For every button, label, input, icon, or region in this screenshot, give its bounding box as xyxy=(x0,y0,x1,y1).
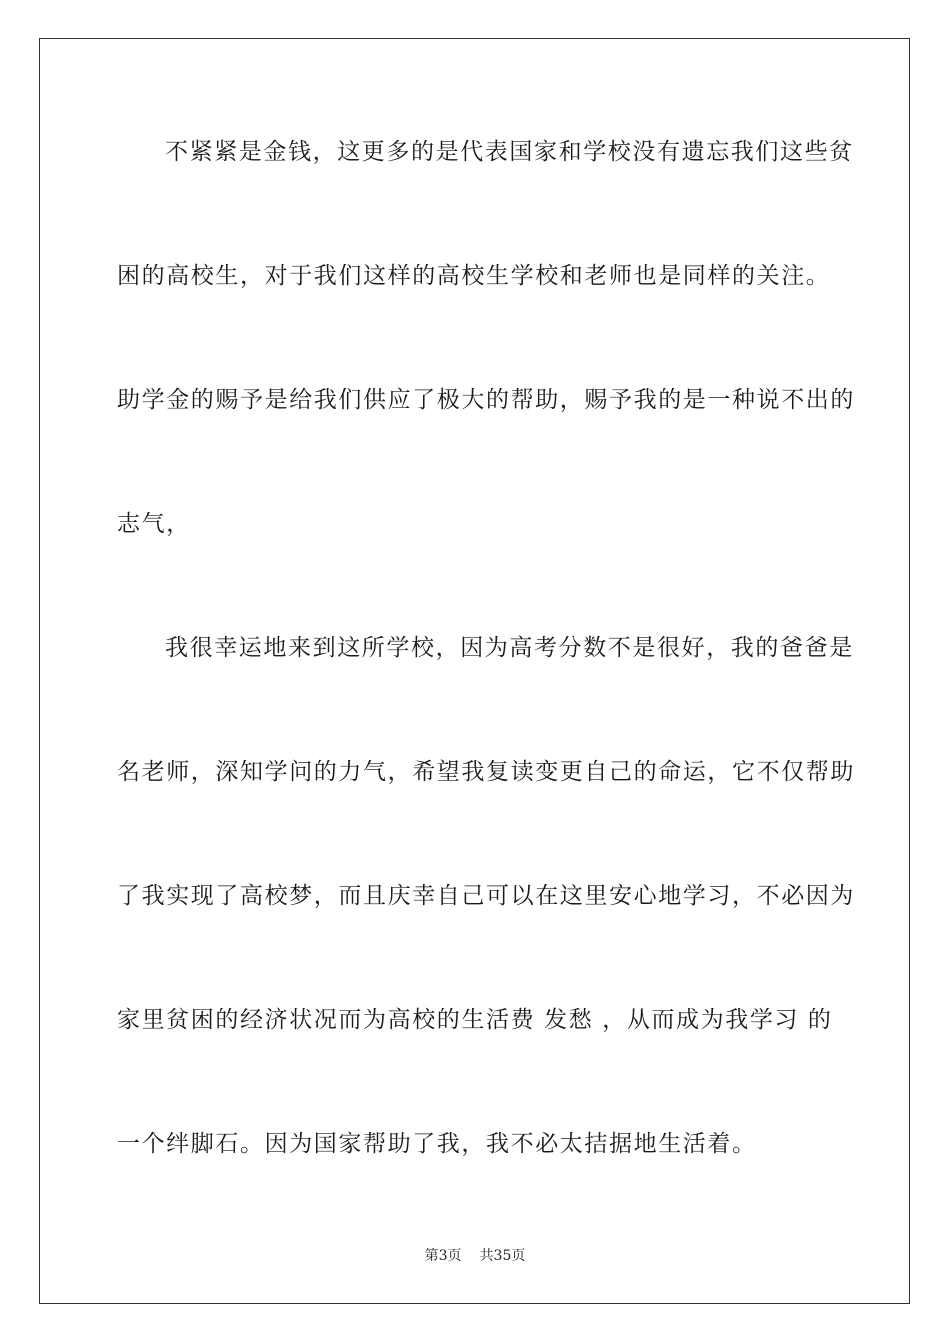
paragraph-1-line-3: 助学金的赐予是给我们供应了极大的帮助，赐予我的是一种说不出的 xyxy=(117,387,855,413)
page-total: 共35页 xyxy=(479,1248,526,1264)
page-footer xyxy=(0,1247,950,1265)
page-border xyxy=(39,38,910,1304)
paragraph-1-line-1: 不紧紧是金钱，这更多的是代表国家和学校没有遗忘我们这些贫 xyxy=(165,139,854,165)
paragraph-1-line-2: 困的高校生，对于我们这样的高校生学校和老师也是同样的关注。 xyxy=(117,263,831,289)
paragraph-2-line-2: 名老师，深知学问的力气，希望我复读变更自己的命运，它不仅帮助 xyxy=(117,759,855,785)
paragraph-2-line-5: 一个绊脚石。因为国家帮助了我，我不必太拮据地生活着。 xyxy=(117,1131,757,1157)
paragraph-2-line-1: 我很幸运地来到这所学校，因为高考分数不是很好，我的爸爸是 xyxy=(165,635,854,661)
paragraph-2-line-4: 家里贫困的经济状况而为高校的生活费 发愁 ，从而成为我学习 的 xyxy=(117,1007,833,1033)
page-number: 第3页 xyxy=(424,1248,462,1264)
paragraph-2-line-3: 了我实现了高校梦，而且庆幸自己可以在这里安心地学习，不必因为 xyxy=(117,883,855,909)
paragraph-1-line-4: 志气， xyxy=(117,511,191,537)
